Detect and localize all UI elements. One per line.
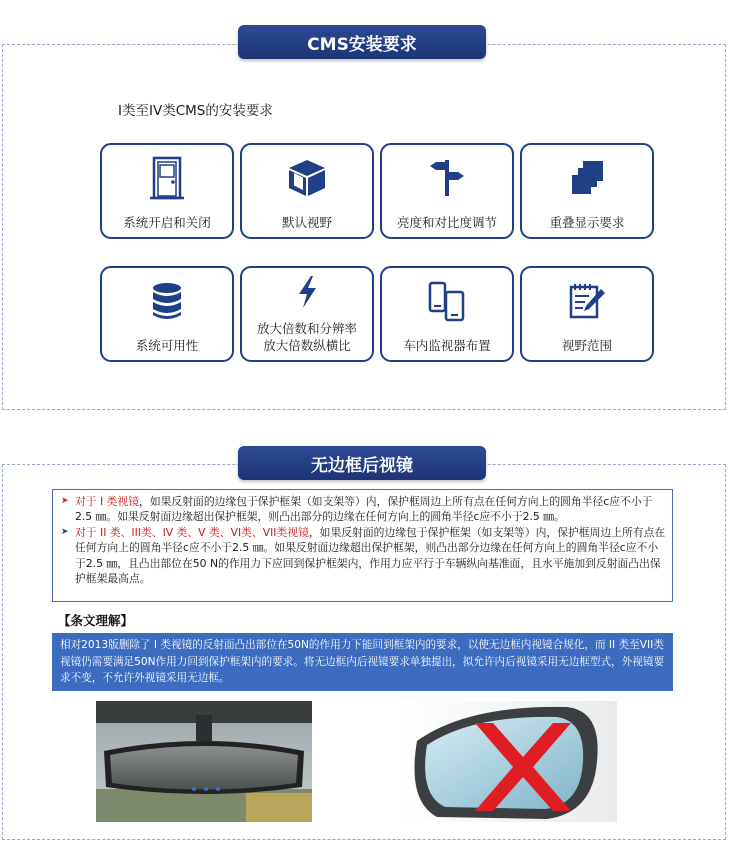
database-icon: [102, 278, 232, 324]
card-field-of-view[interactable]: [520, 266, 654, 362]
interpretation-heading: 【条文理解】: [58, 613, 134, 628]
rule-class-2-7: [59, 525, 666, 587]
card-label: 默认视野: [281, 215, 332, 230]
card-label: 亮度和对比度调节: [396, 215, 497, 230]
lightning-icon: [242, 274, 372, 310]
interpretation-box: 相对2013版删除了 I 类视镜的反射面凸出部位在50N的作用力下能回到框架内的要求，以使无边框内视镜合规化，而 II 类至VII类视镜仍需要满足50N作用力回到保护框架内的要求。将无边框内后视镜要求单独提出，拟允许内后视镜采用无边框型式，外视镜要求不变，不允许外视镜采用无边框。: [52, 633, 673, 691]
card-label: 放大倍数和分辨率 放大倍数纵横比: [256, 321, 357, 353]
section-title-cms: CMS安装要求: [238, 25, 486, 59]
card-label: 重叠显示要求: [549, 215, 625, 230]
rule-lead: 对于 II 类、III类、IV 类、V 类、VI类、VII类视镜: [75, 525, 309, 539]
card-default-view[interactable]: [240, 143, 374, 239]
card-magnification[interactable]: [240, 266, 374, 362]
arrow-bullet-icon: ➤: [61, 496, 69, 506]
edit-icon: [522, 278, 652, 324]
section-subtitle: I类至IV类CMS的安装要求: [118, 103, 273, 119]
card-monitor-layout[interactable]: [380, 266, 514, 362]
rule-text: ，如果反射面的边缘包于保护框架（如支架等）内，保护框周边上所有点在任何方向上的圆角半径c应不小于2.5 ㎜。如果反射面边缘超出保护框架，则凸出部分边缘在任何方向上的圆角半径c应不小于2.5 ㎜，且凸出部位在50 N的作用力下应回到保护框架内，作用力应平行于车辆纵向基准面，且水平施加到反射面凸出保护框架最高点。: [75, 525, 666, 586]
card-brightness-contrast[interactable]: [380, 143, 514, 239]
exterior-mirror-photo: [397, 701, 617, 822]
card-label: 系统可用性: [135, 338, 199, 353]
card-system-on-off[interactable]: [100, 143, 234, 239]
door-icon: [102, 155, 232, 201]
arrow-bullet-icon: ➤: [61, 526, 69, 537]
stacked-squares-icon: [522, 155, 652, 201]
rule-class-1: [59, 494, 666, 525]
rules-box: [52, 489, 673, 602]
box-icon: [242, 155, 372, 201]
card-overlap-display[interactable]: [520, 143, 654, 239]
rule-lead: 对于 I 类视镜: [75, 495, 140, 508]
signpost-icon: [382, 155, 512, 201]
card-label: 车内监视器布置: [403, 338, 491, 353]
rule-text: ，如果反射面的边缘包于保护框架（如支架等）内，保护框周边上所有点在任何方向上的圆角半径c应不小于2.5 ㎜。如果反射面边缘超出保护框架，则凸出部分的边缘在任何方向上的圆角半径c应不小于2.5 ㎜。: [75, 495, 653, 524]
devices-icon: [382, 278, 512, 324]
card-label: 视野范围: [561, 338, 612, 353]
card-label: 系统开启和关闭: [123, 215, 211, 230]
card-system-availability[interactable]: [100, 266, 234, 362]
section-title-frameless: 无边框后视镜: [238, 446, 486, 480]
interior-mirror-photo: [96, 701, 312, 822]
